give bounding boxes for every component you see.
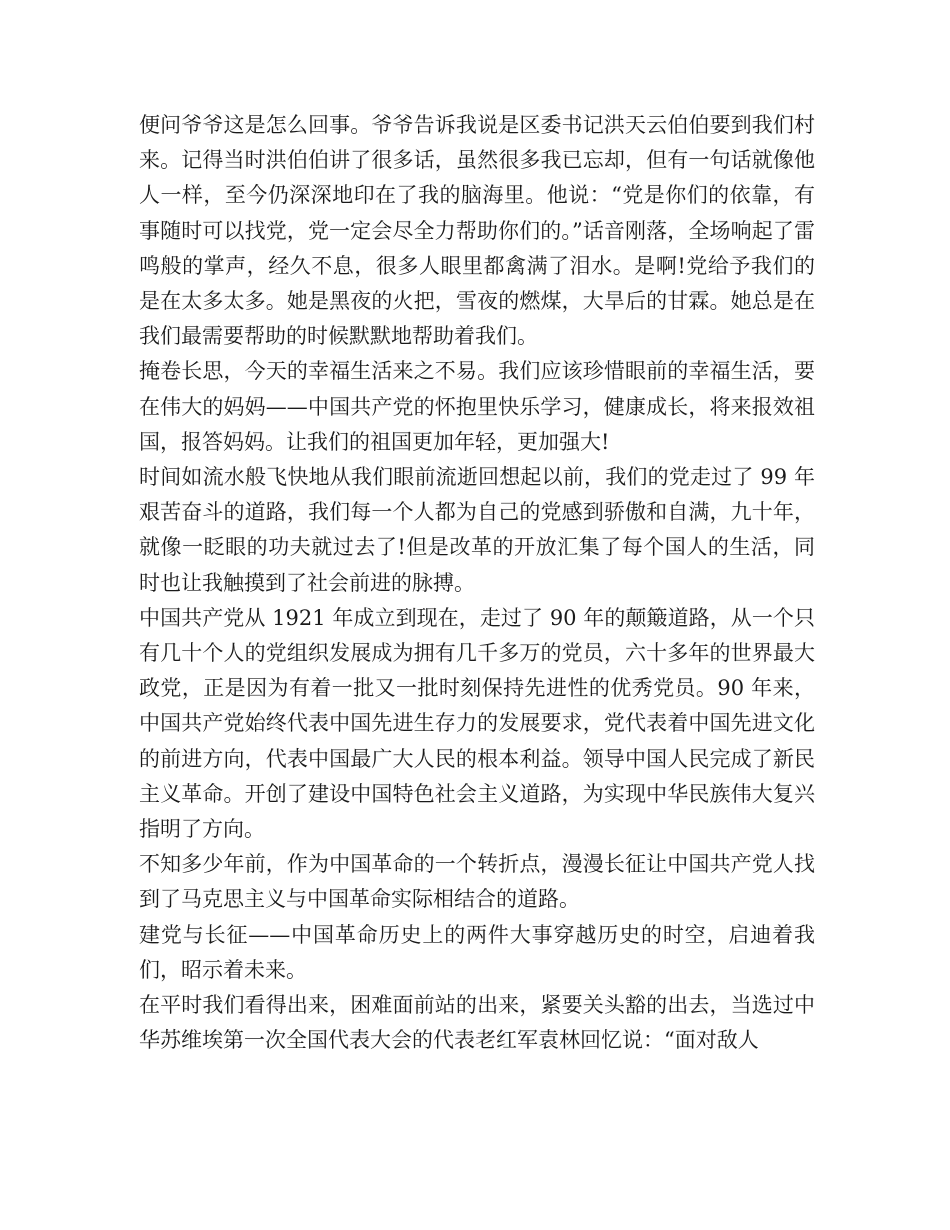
paragraph-7: 在平时我们看得出来，困难面前站的出来，紧要关头豁的出去，当选过中华苏维埃第一次全国代表大会的代表老红军袁林回忆说：“面对敌人 [139, 993, 815, 1053]
paragraph-4: 中国共产党从 1921 年成立到现在，走过了 90 年的颠簸道路，从一个只有几十个人的党组织发展成为拥有几千多万的党员，六十多年的世界最大政党，正是因为有着一批又一批时刻保持先进性的优秀党员。90 年来，中国共产党始终代表中国先进生存力的发展要求，党代表着中国先进文化的前进方向，代表中国最广大人民的根本利益。领导中国人民完成了新民主义革命。开创了建设中国特色社会主义道路，为实现中华民族伟大复兴指明了方向。 [139, 605, 815, 842]
document-body [139, 108, 815, 1058]
paragraph-6: 建党与长征——中国革命历史上的两件大事穿越历史的时空，启迪着我们，昭示着未来。 [139, 922, 815, 982]
paragraph-5: 不知多少年前，作为中国革命的一个转折点，漫漫长征让中国共产党人找到了马克思主义与中国革命实际相结合的道路。 [139, 852, 815, 912]
paragraph-2: 掩卷长思，今天的幸福生活来之不易。我们应该珍惜眼前的幸福生活，要在伟大的妈妈——中国共产党的怀抱里快乐学习，健康成长，将来报效祖国，报答妈妈。让我们的祖国更加年轻，更加强大! [139, 359, 815, 454]
paragraph-3: 时间如流水般飞快地从我们眼前流逝回想起以前，我们的党走过了 99 年艰苦奋斗的道路，我们每一个人都为自己的党感到骄傲和自满，九十年，就像一眨眼的功夫就过去了!但是改革的开放汇集了每个国人的生活，同时也让我触摸到了社会前进的脉搏。 [139, 465, 815, 595]
paragraph-1: 便问爷爷这是怎么回事。爷爷告诉我说是区委书记洪天云伯伯要到我们村来。记得当时洪伯伯讲了很多话，虽然很多我已忘却，但有一句话就像他人一样，至今仍深深地印在了我的脑海里。他说：“党是你们的依靠，有事随时可以找党，党一定会尽全力帮助你们的。”话音刚落，全场响起了雷鸣般的掌声，经久不息，很多人眼里都禽满了泪水。是啊!党给予我们的是在太多太多。她是黑夜的火把，雪夜的燃煤，大旱后的甘霖。她总是在我们最需要帮助的时候默默地帮助着我们。 [139, 113, 815, 349]
